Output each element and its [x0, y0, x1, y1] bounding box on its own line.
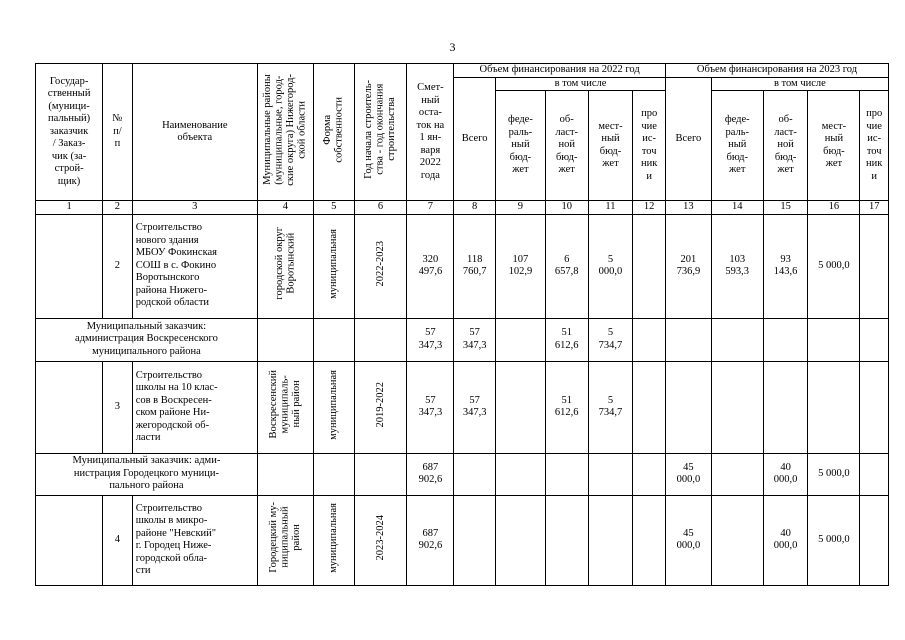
cell-local-2022 [588, 495, 633, 585]
col-number: 4 [257, 201, 313, 215]
cell-no: 3 [103, 361, 133, 453]
cell-ownership [313, 453, 354, 495]
table-row-customer [36, 453, 889, 495]
cell-local-2023 [808, 318, 860, 361]
header-total-2022: Всего [454, 77, 496, 201]
cell-district: Городецкий му- ниципальный район [257, 495, 313, 585]
cell-total-2023 [665, 361, 711, 453]
cell-total-2022 [454, 453, 496, 495]
cell-years [354, 453, 407, 495]
col-number: 8 [454, 201, 496, 215]
cell-no: 2 [103, 214, 133, 318]
column-numbers-row [36, 201, 889, 215]
header-estimate: Смет- ный оста- ток на 1 ян- варя 2022 года [407, 64, 454, 201]
cell-regional-2023: 40 000,0 [763, 453, 808, 495]
cell-object: Строительство нового здания МБОУ Фокинская СОШ в с. Фокино Воротынского района Нижего- родской области [132, 214, 257, 318]
cell-other-2023 [860, 361, 889, 453]
cell-other-2022 [633, 214, 666, 318]
col-number: 5 [313, 201, 354, 215]
cell-local-2023 [808, 361, 860, 453]
cell-district: городской округ Воротынский [257, 214, 313, 318]
cell-other-2022 [633, 495, 666, 585]
cell-regional-2022: 51 612,6 [545, 318, 588, 361]
cell-other-2023 [860, 495, 889, 585]
col-number: 6 [354, 201, 407, 215]
cell-federal-2022 [496, 495, 546, 585]
cell-local-2023: 5 000,0 [808, 495, 860, 585]
cell-other-2022 [633, 318, 666, 361]
col-number: 15 [763, 201, 808, 215]
cell-years: 2019-2022 [354, 361, 407, 453]
header-including-2023: в том числе [711, 77, 888, 91]
cell-customer [36, 214, 103, 318]
col-number: 9 [496, 201, 546, 215]
header-customer: Государ- ственный (муници- пальный) заказчик / Заказ- чик (за- строй- щик) [36, 64, 103, 201]
cell-federal-2022 [496, 361, 546, 453]
col-number: 2 [103, 201, 133, 215]
cell-total-2022: 118 760,7 [454, 214, 496, 318]
header-regional-2023: об- ласт- ной бюд- жет [763, 91, 808, 201]
col-number: 7 [407, 201, 454, 215]
cell-customer-group: Муниципальный заказчик: администрация Воскресенского муниципального района [36, 318, 258, 361]
header-no: № п/ п [103, 64, 133, 201]
col-number: 3 [132, 201, 257, 215]
cell-local-2023: 5 000,0 [808, 214, 860, 318]
header-total-2023: Всего [665, 77, 711, 201]
cell-regional-2022: 51 612,6 [545, 361, 588, 453]
col-number: 12 [633, 201, 666, 215]
cell-total-2022: 57 347,3 [454, 361, 496, 453]
cell-years: 2023-2024 [354, 495, 407, 585]
page-number: 3 [449, 40, 456, 54]
table-row [36, 495, 889, 585]
col-number: 10 [545, 201, 588, 215]
cell-local-2022: 5 000,0 [588, 214, 633, 318]
table-row-customer [36, 318, 889, 361]
cell-customer [36, 495, 103, 585]
cell-regional-2022: 6 657,8 [545, 214, 588, 318]
cell-local-2023: 5 000,0 [808, 453, 860, 495]
col-number: 1 [36, 201, 103, 215]
cell-regional-2023 [763, 318, 808, 361]
cell-regional-2023: 93 143,6 [763, 214, 808, 318]
header-local-2023: мест- ный бюд- жет [808, 91, 860, 201]
cell-customer-group: Муниципальный заказчик: адми- нистрация Городецкого муници- пального района [36, 453, 258, 495]
header-federal-2022: феде- раль- ный бюд- жет [496, 91, 546, 201]
cell-district [257, 318, 313, 361]
cell-district: Воскресенский муниципаль- ный район [257, 361, 313, 453]
cell-regional-2022 [545, 495, 588, 585]
header-including-2022: в том числе [496, 77, 666, 91]
cell-federal-2022 [496, 453, 546, 495]
cell-local-2022: 5 734,7 [588, 361, 633, 453]
table-row [36, 214, 889, 318]
cell-total-2023: 45 000,0 [665, 453, 711, 495]
cell-total-2023: 201 736,9 [665, 214, 711, 318]
col-number: 14 [711, 201, 763, 215]
cell-local-2022 [588, 453, 633, 495]
header-other-2022: про чие ис- точ ник и [633, 91, 666, 201]
cell-federal-2023 [711, 361, 763, 453]
cell-federal-2022: 107 102,9 [496, 214, 546, 318]
cell-federal-2023 [711, 495, 763, 585]
cell-federal-2022 [496, 318, 546, 361]
cell-other-2023 [860, 453, 889, 495]
cell-estimate: 320 497,6 [407, 214, 454, 318]
header-fin-2022: Объем финансирования на 2022 год [454, 64, 666, 78]
cell-ownership [313, 318, 354, 361]
cell-regional-2022 [545, 453, 588, 495]
cell-no: 4 [103, 495, 133, 585]
cell-federal-2023 [711, 318, 763, 361]
cell-ownership: муниципальная [313, 495, 354, 585]
cell-years: 2022-2023 [354, 214, 407, 318]
cell-federal-2023 [711, 453, 763, 495]
cell-total-2023: 45 000,0 [665, 495, 711, 585]
cell-object: Строительство школы в микро- районе "Невский" г. Городец Ниже- городской обла- сти [132, 495, 257, 585]
cell-estimate: 687 902,6 [407, 453, 454, 495]
table-row [36, 361, 889, 453]
col-number: 17 [860, 201, 889, 215]
cell-other-2022 [633, 453, 666, 495]
header-local-2022: мест- ный бюд- жет [588, 91, 633, 201]
header-regional-2022: об- ласт- ной бюд- жет [545, 91, 588, 201]
cell-federal-2023: 103 593,3 [711, 214, 763, 318]
cell-total-2022 [454, 495, 496, 585]
header-years: Год начала строитель- ства - год окончания строительства [354, 64, 407, 201]
header-other-2023: про чие ис- точ ник и [860, 91, 889, 201]
cell-other-2023 [860, 214, 889, 318]
header-ownership: Форма собственности [313, 64, 354, 201]
cell-other-2023 [860, 318, 889, 361]
col-number: 13 [665, 201, 711, 215]
cell-other-2022 [633, 361, 666, 453]
cell-total-2022: 57 347,3 [454, 318, 496, 361]
col-number: 16 [808, 201, 860, 215]
financing-table [35, 63, 889, 586]
cell-customer [36, 361, 103, 453]
cell-object: Строительство школы на 10 клас- сов в Воскресен- ском районе Ни- жегородской об- ласти [132, 361, 257, 453]
cell-district [257, 453, 313, 495]
header-districts: Муниципальные районы (муниципальные, город- ские округа) Нижегород- ской области [257, 64, 313, 201]
cell-ownership: муниципальная [313, 361, 354, 453]
header-row-1 [36, 64, 889, 78]
cell-regional-2023 [763, 361, 808, 453]
header-federal-2023: феде- раль- ный бюд- жет [711, 91, 763, 201]
cell-years [354, 318, 407, 361]
cell-estimate: 57 347,3 [407, 361, 454, 453]
header-fin-2023: Объем финансирования на 2023 год [665, 64, 888, 78]
cell-regional-2023: 40 000,0 [763, 495, 808, 585]
header-object: Наименование объекта [132, 64, 257, 201]
cell-estimate: 57 347,3 [407, 318, 454, 361]
cell-total-2023 [665, 318, 711, 361]
col-number: 11 [588, 201, 633, 215]
cell-ownership: муниципальная [313, 214, 354, 318]
cell-local-2022: 5 734,7 [588, 318, 633, 361]
cell-estimate: 687 902,6 [407, 495, 454, 585]
